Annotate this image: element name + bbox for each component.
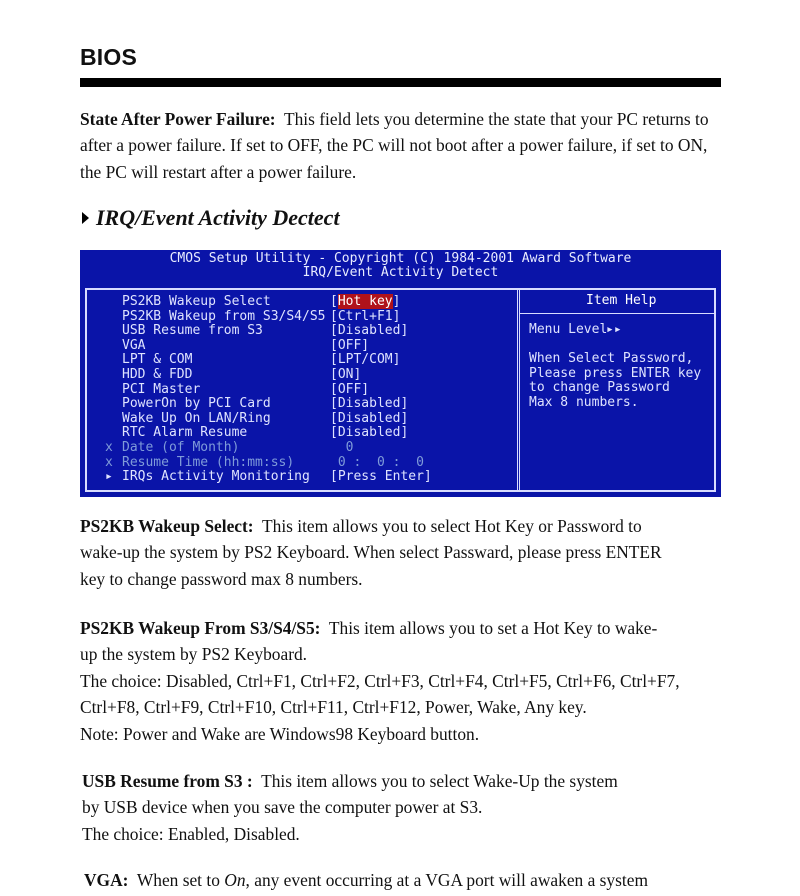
bios-setting-label: USB Resume from S3 bbox=[122, 323, 263, 339]
bios-setting-value[interactable]: [OFF] bbox=[330, 337, 370, 353]
bios-setting-value[interactable]: 0 : 0 : 0 bbox=[330, 454, 424, 470]
bios-setting-label: PS2KB Wakeup from S3/S4/S5 bbox=[122, 308, 326, 324]
usb-resume-label: USB Resume from S3 : bbox=[82, 771, 253, 791]
text-line: The choice: Enabled, Disabled. bbox=[82, 823, 300, 844]
text-segment: , any event occurring at a VGA port will awaken a system bbox=[245, 870, 648, 890]
text-line: This item allows you to select Wake-Up the system bbox=[261, 771, 618, 791]
text-line: The choice: Disabled, Ctrl+F1, Ctrl+F2, Ctrl+F3, Ctrl+F4, Ctrl+F5, Ctrl+F6, Ctrl+F7, bbox=[80, 670, 680, 691]
usb-resume-paragraph bbox=[82, 768, 732, 847]
bios-setting-label: RTC Alarm Resume bbox=[122, 425, 248, 441]
page-title: BIOS bbox=[80, 44, 138, 70]
double-arrow-icon: ▸▸ bbox=[606, 322, 622, 337]
bios-title: CMOS Setup Utility - Copyright (C) 1984-2001 Award Software bbox=[169, 251, 632, 266]
disabled-mark-icon: x bbox=[105, 454, 113, 470]
bios-setting-value[interactable]: [Disabled] bbox=[330, 410, 409, 426]
item-help-title: Item Help bbox=[586, 293, 657, 308]
text-line: up the system by PS2 Keyboard. bbox=[80, 644, 308, 665]
bios-subtitle: IRQ/Event Activity Detect bbox=[302, 265, 499, 280]
bios-setting-value[interactable]: [OFF] bbox=[330, 381, 370, 397]
text-line: Ctrl+F8, Ctrl+F9, Ctrl+F10, Ctrl+F11, Ctrl+F12, Power, Wake, Any key. bbox=[80, 697, 587, 718]
submenu-arrow-icon: ▸ bbox=[105, 469, 113, 485]
menu-level bbox=[529, 322, 622, 338]
bios-setting-value[interactable]: [Disabled] bbox=[330, 425, 409, 441]
bios-setting-value[interactable]: [Press Enter] bbox=[330, 469, 432, 485]
bios-setting-label: Date (of Month) bbox=[122, 440, 240, 455]
bios-setting-label: PowerOn by PCI Card bbox=[122, 396, 271, 412]
ps2kb-from-label: PS2KB Wakeup From S3/S4/S5: bbox=[80, 618, 321, 638]
bios-setting-label: Resume Time (hh:mm:ss) bbox=[122, 454, 295, 470]
intro-paragraph bbox=[80, 106, 730, 185]
bios-setting-label: Wake Up On LAN/Ring bbox=[122, 410, 271, 426]
help-divider bbox=[520, 313, 716, 314]
bios-setting-value[interactable]: 0 bbox=[330, 440, 354, 455]
triangle-right-icon bbox=[82, 212, 89, 224]
bios-setting-value[interactable]: [LPT/COM] bbox=[330, 352, 401, 368]
ps2kb-select-label: PS2KB Wakeup Select: bbox=[80, 516, 254, 536]
bios-setting-value[interactable]: [Disabled] bbox=[330, 396, 409, 412]
bios-setting-label: VGA bbox=[122, 337, 146, 353]
bios-setting-value-selected[interactable]: [Hot key] bbox=[330, 294, 401, 309]
section-heading-text: IRQ/Event Activity Dectect bbox=[96, 205, 340, 230]
text-line: This item allows you to set a Hot Key to wake- bbox=[328, 618, 658, 638]
menu-level-label: Menu Level bbox=[529, 322, 608, 337]
text-italic-segment: On bbox=[224, 870, 246, 890]
bios-setting-label: PS2KB Wakeup Select bbox=[122, 294, 271, 309]
vga-label: VGA: bbox=[84, 870, 129, 890]
text-line: This item allows you to select Hot Key or Password to bbox=[262, 516, 642, 536]
section-heading bbox=[82, 205, 340, 231]
help-line: to change Password bbox=[529, 380, 670, 396]
bios-setting-value[interactable]: [Ctrl+F1] bbox=[330, 308, 401, 324]
text-line: wake-up the system by PS2 Keyboard. When select Passward, please press ENTER bbox=[80, 542, 662, 563]
bios-divider bbox=[517, 288, 520, 492]
bios-setting-label: IRQs Activity Monitoring bbox=[122, 469, 310, 485]
help-line: Please press ENTER key bbox=[529, 365, 702, 381]
ps2kb-select-paragraph bbox=[80, 513, 730, 592]
bios-setting-value[interactable]: [ON] bbox=[330, 367, 362, 382]
vga-paragraph bbox=[84, 867, 734, 893]
text-line: by USB device when you save the computer power at S3. bbox=[82, 797, 483, 818]
text-line: Note: Power and Wake are Windows98 Keyboard button. bbox=[80, 723, 480, 744]
intro-text: This field lets you determine the state that your PC returns to after a power failure. If set to OFF, the PC will not boot after a power failure, if set to ON, the PC will restart after a power failure. bbox=[80, 109, 709, 182]
header-rule bbox=[80, 78, 721, 87]
help-line: When Select Password, bbox=[529, 351, 694, 366]
bios-setting-label: PCI Master bbox=[122, 381, 201, 397]
bios-setting-value[interactable]: [Disabled] bbox=[330, 323, 409, 339]
disabled-mark-icon: x bbox=[105, 440, 113, 455]
help-line: Max 8 numbers. bbox=[529, 394, 639, 410]
bios-screen bbox=[80, 250, 721, 497]
text-line: key to change password max 8 numbers. bbox=[80, 568, 363, 589]
ps2kb-from-paragraph bbox=[80, 615, 730, 747]
bios-setting-label: LPT & COM bbox=[122, 352, 193, 368]
text-segment: When set to bbox=[136, 870, 220, 890]
bios-setting-label: HDD & FDD bbox=[122, 367, 193, 382]
intro-label: State After Power Failure: bbox=[80, 109, 276, 129]
